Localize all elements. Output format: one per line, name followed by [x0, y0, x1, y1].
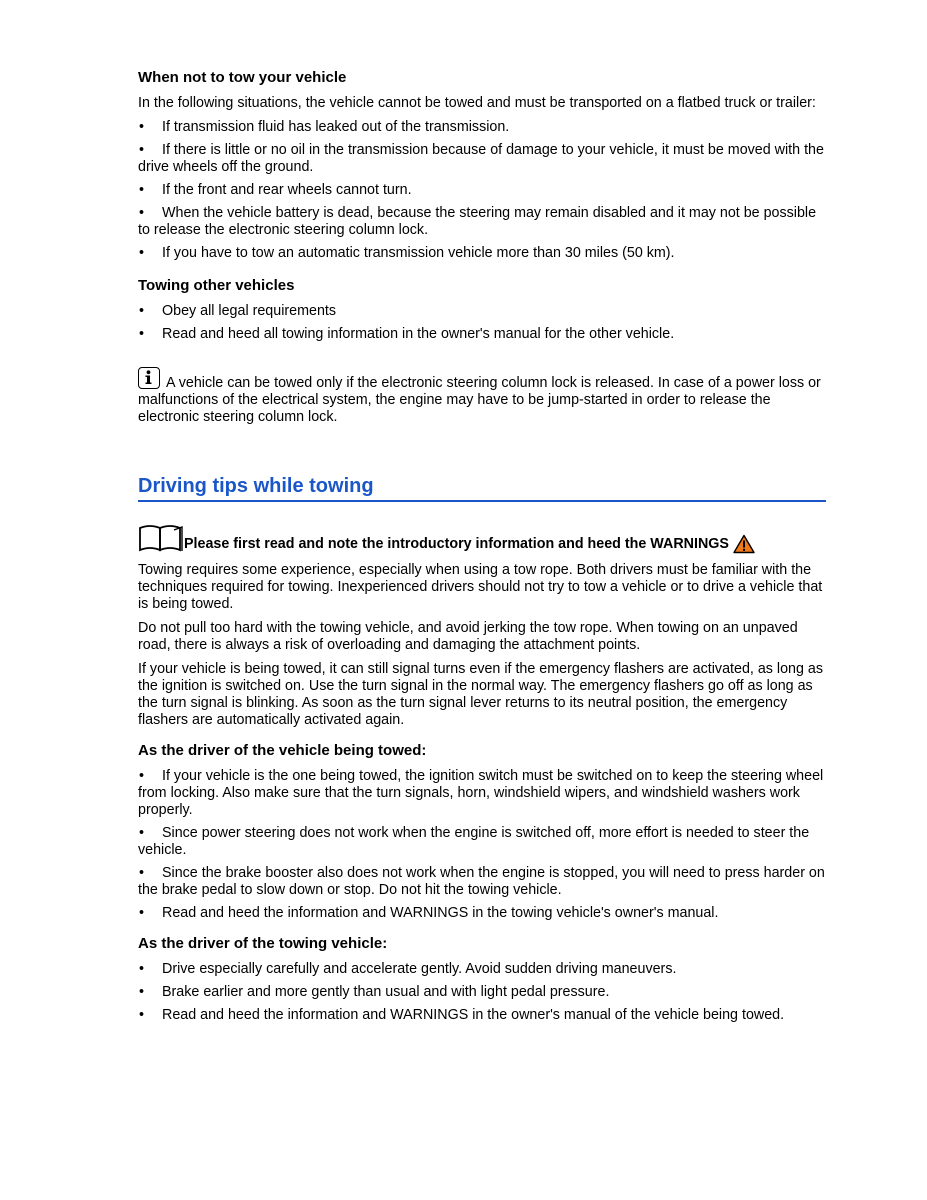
list-item: • If the front and rear wheels cannot turn.: [139, 182, 412, 198]
book-icon: [138, 524, 184, 554]
document-page: [138, 68, 826, 1030]
list-item: • Read and heed the information and WARNINGS in the towing vehicle's owner's manual.: [139, 905, 719, 921]
paragraph: If your vehicle is being towed, it can still signal turns even if the emergency flashers are activated, as long as the ignition is switched on. Use the turn signal in the normal way. The emergency flashers go off as long as the turn signal is blinking. As soon as the turn signal lever returns to its neutral position, the emergency flashers are automatically activated again.: [138, 661, 824, 728]
towing-vehicle-list: [138, 961, 826, 1024]
list-item: • Obey all legal requirements: [139, 303, 337, 319]
list-item: • Read and heed all towing information in the owner's manual for the other vehicle.: [139, 326, 675, 342]
list-item: • If transmission fluid has leaked out of the transmission.: [139, 119, 510, 135]
towing-other-vehicles-list: [138, 303, 826, 343]
list-item: • When the vehicle battery is dead, because the steering may remain disabled and it may not be possible to release the electronic steering column lock.: [138, 205, 817, 238]
paragraph: Do not pull too hard with the towing vehicle, and avoid jerking the tow rope. When towing on an unpaved road, there is always a risk of overloading and damaging the attachment points.: [138, 620, 798, 653]
list-item: • Since power steering does not work when the engine is switched off, more effort is needed to steer the vehicle.: [138, 825, 810, 858]
info-note: [138, 367, 826, 426]
read-note-text: Please first read and note the introductory information and heed the WARNINGS: [184, 536, 729, 552]
list-item: • Read and heed the information and WARNINGS in the owner's manual of the vehicle being towed.: [139, 1007, 785, 1023]
heading-driver-towing: As the driver of the towing vehicle:: [138, 935, 388, 952]
list-item: • Since the brake booster also does not work when the engine is stopped, you will need to press harder on the brake pedal to slow down or stop. Do not hit the towing vehicle.: [138, 865, 825, 898]
heading-when-not-to-tow: When not to tow your vehicle: [138, 69, 347, 86]
warning-icon: [733, 534, 755, 554]
heading-driver-being-towed: As the driver of the vehicle being towed:: [138, 742, 427, 759]
heading-towing-other-vehicles: Towing other vehicles: [138, 277, 295, 294]
read-first-note: [138, 524, 826, 554]
intro-paragraph: In the following situations, the vehicle cannot be towed and must be transported on a flatbed truck or trailer:: [138, 95, 816, 111]
info-note-text: A vehicle can be towed only if the electronic steering column lock is released. In case of a power loss or malfunctions of the electrical system, the engine may have to be jump-started in order to release the electronic steering column lock.: [138, 375, 821, 425]
info-icon: [138, 367, 160, 389]
paragraph: Towing requires some experience, especially when using a tow rope. Both drivers must be familiar with the techniques required for towing. Inexperienced drivers should not try to tow a vehicle or to drive a vehicle that is being towed.: [138, 562, 823, 612]
section-title-driving-tips: Driving tips while towing: [138, 474, 826, 502]
when-not-to-tow-list: [138, 119, 826, 262]
list-item: • Brake earlier and more gently than usual and with light pedal pressure.: [139, 984, 610, 1000]
being-towed-list: [138, 768, 826, 922]
list-item: • Drive especially carefully and accelerate gently. Avoid sudden driving maneuvers.: [139, 961, 677, 977]
list-item: • If there is little or no oil in the transmission because of damage to your vehicle, it must be moved with the drive wheels off the ground.: [138, 142, 824, 175]
list-item: • If you have to tow an automatic transmission vehicle more than 30 miles (50 km).: [139, 245, 675, 261]
list-item: • If your vehicle is the one being towed, the ignition switch must be switched on to keep the steering wheel from locking. Also make sure that the turn signals, horn, windshield wipers, and windshield washers work properly.: [138, 768, 824, 818]
